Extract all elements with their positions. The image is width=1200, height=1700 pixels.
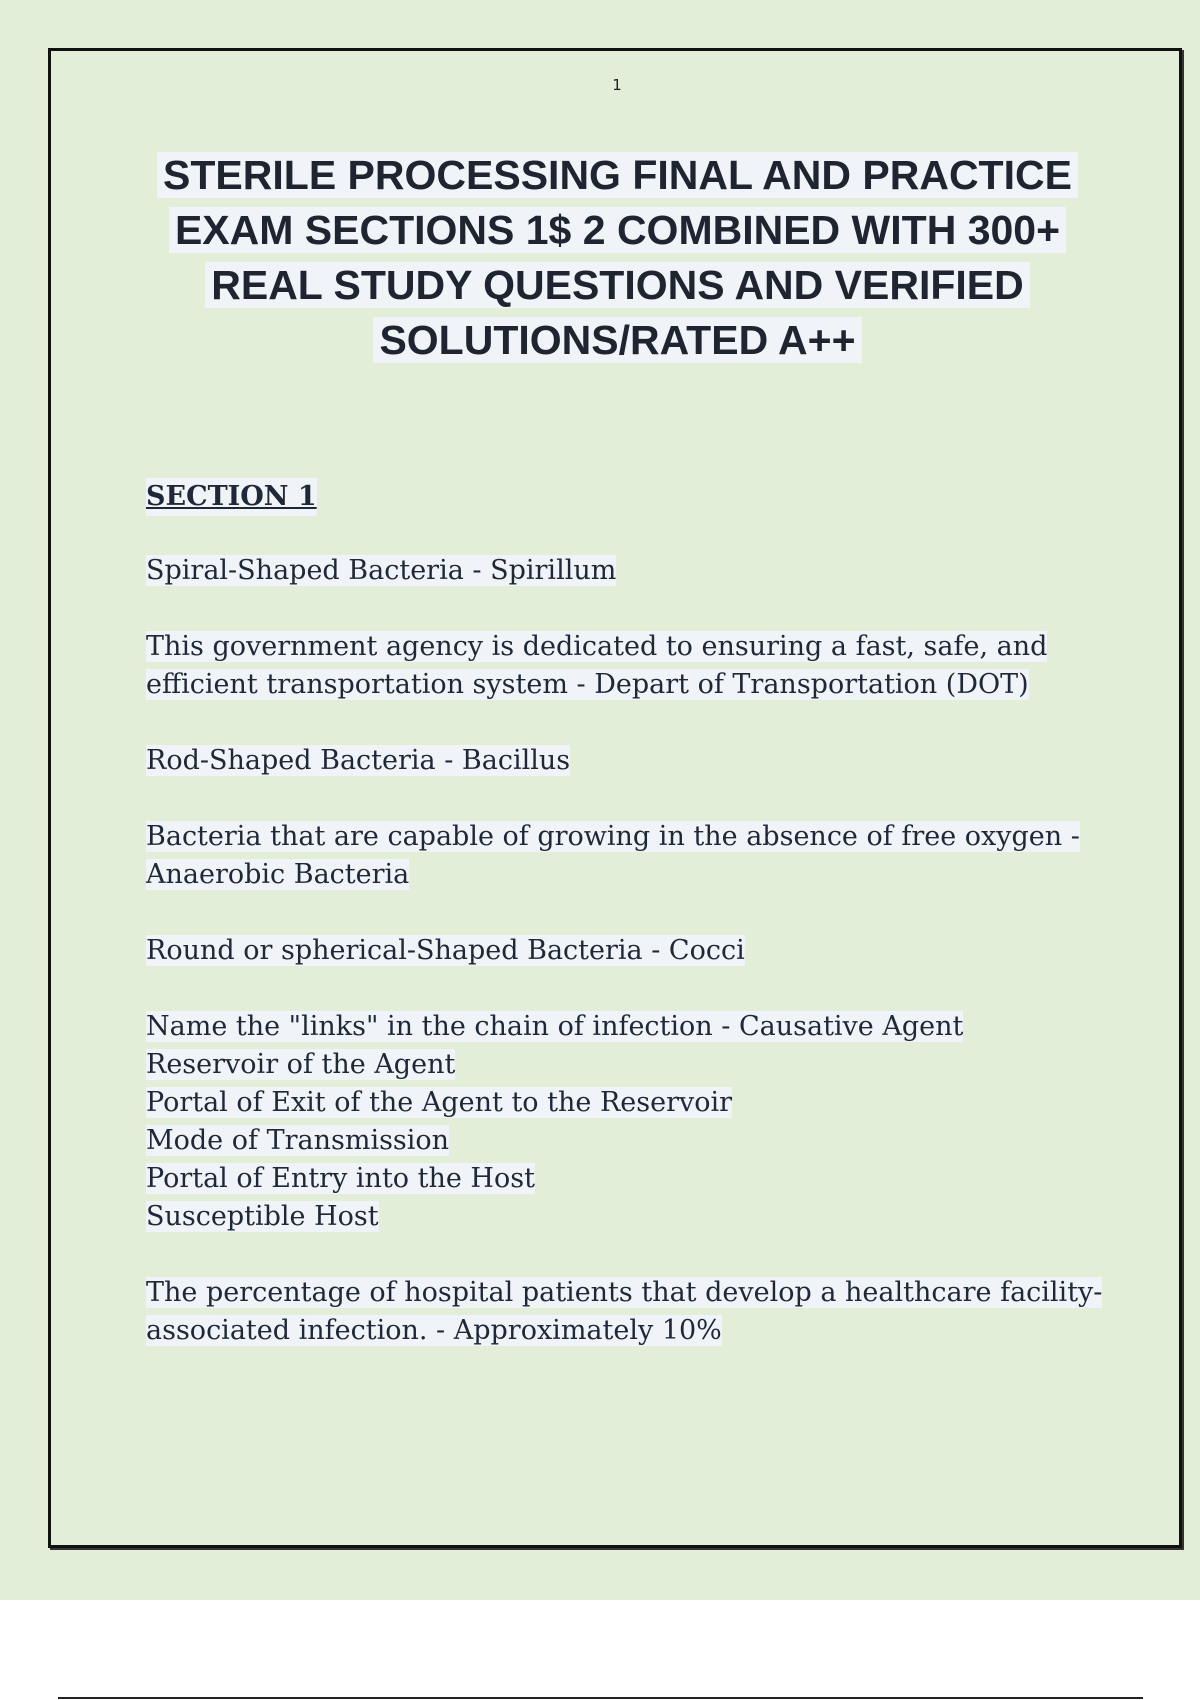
question-answer-item xyxy=(146,1274,1106,1350)
chain-item: Reservoir of the Agent xyxy=(146,1049,456,1080)
title-line: EXAM SECTIONS 1$ 2 COMBINED WITH 300+ xyxy=(169,207,1066,253)
qa-text: Spiral-Shaped Bacteria - Spirillum xyxy=(146,555,617,586)
question-answer-item xyxy=(146,818,1106,894)
question-answer-item xyxy=(146,552,1106,590)
chain-item: Name the "links" in the chain of infection - Causative Agent xyxy=(146,1011,964,1042)
qa-text: Round or spherical-Shaped Bacteria - Cocci xyxy=(146,935,745,966)
qa-text: Rod-Shaped Bacteria - Bacillus xyxy=(146,745,571,776)
title-line: REAL STUDY QUESTIONS AND VERIFIED xyxy=(205,262,1030,308)
chain-item: Portal of Entry into the Host xyxy=(146,1163,535,1194)
footer-rule xyxy=(58,1697,1143,1699)
question-answer-item xyxy=(146,932,1106,970)
document-title xyxy=(130,148,1105,368)
title-line: SOLUTIONS/RATED A++ xyxy=(373,317,861,363)
document-body xyxy=(146,478,1106,1388)
qa-text: This government agency is dedicated to ensuring a fast, safe, and efficient transportation system - Depart of Transportation (DOT) xyxy=(146,631,1048,700)
page-number: 1 xyxy=(612,76,622,94)
chain-item: Susceptible Host xyxy=(146,1201,379,1232)
title-line: STERILE PROCESSING FINAL AND PRACTICE xyxy=(157,152,1078,198)
chain-item: Mode of Transmission xyxy=(146,1125,450,1156)
chain-item: Portal of Exit of the Agent to the Reservoir xyxy=(146,1087,733,1118)
chain-of-infection-list xyxy=(146,1008,1106,1236)
question-answer-item xyxy=(146,742,1106,780)
section-heading: SECTION 1 xyxy=(146,478,317,516)
qa-text: The percentage of hospital patients that develop a healthcare facility-associated infection. - Approximately 10% xyxy=(146,1277,1103,1346)
question-answer-item xyxy=(146,628,1106,704)
qa-text: Bacteria that are capable of growing in the absence of free oxygen - Anaerobic Bacteria xyxy=(146,821,1080,890)
